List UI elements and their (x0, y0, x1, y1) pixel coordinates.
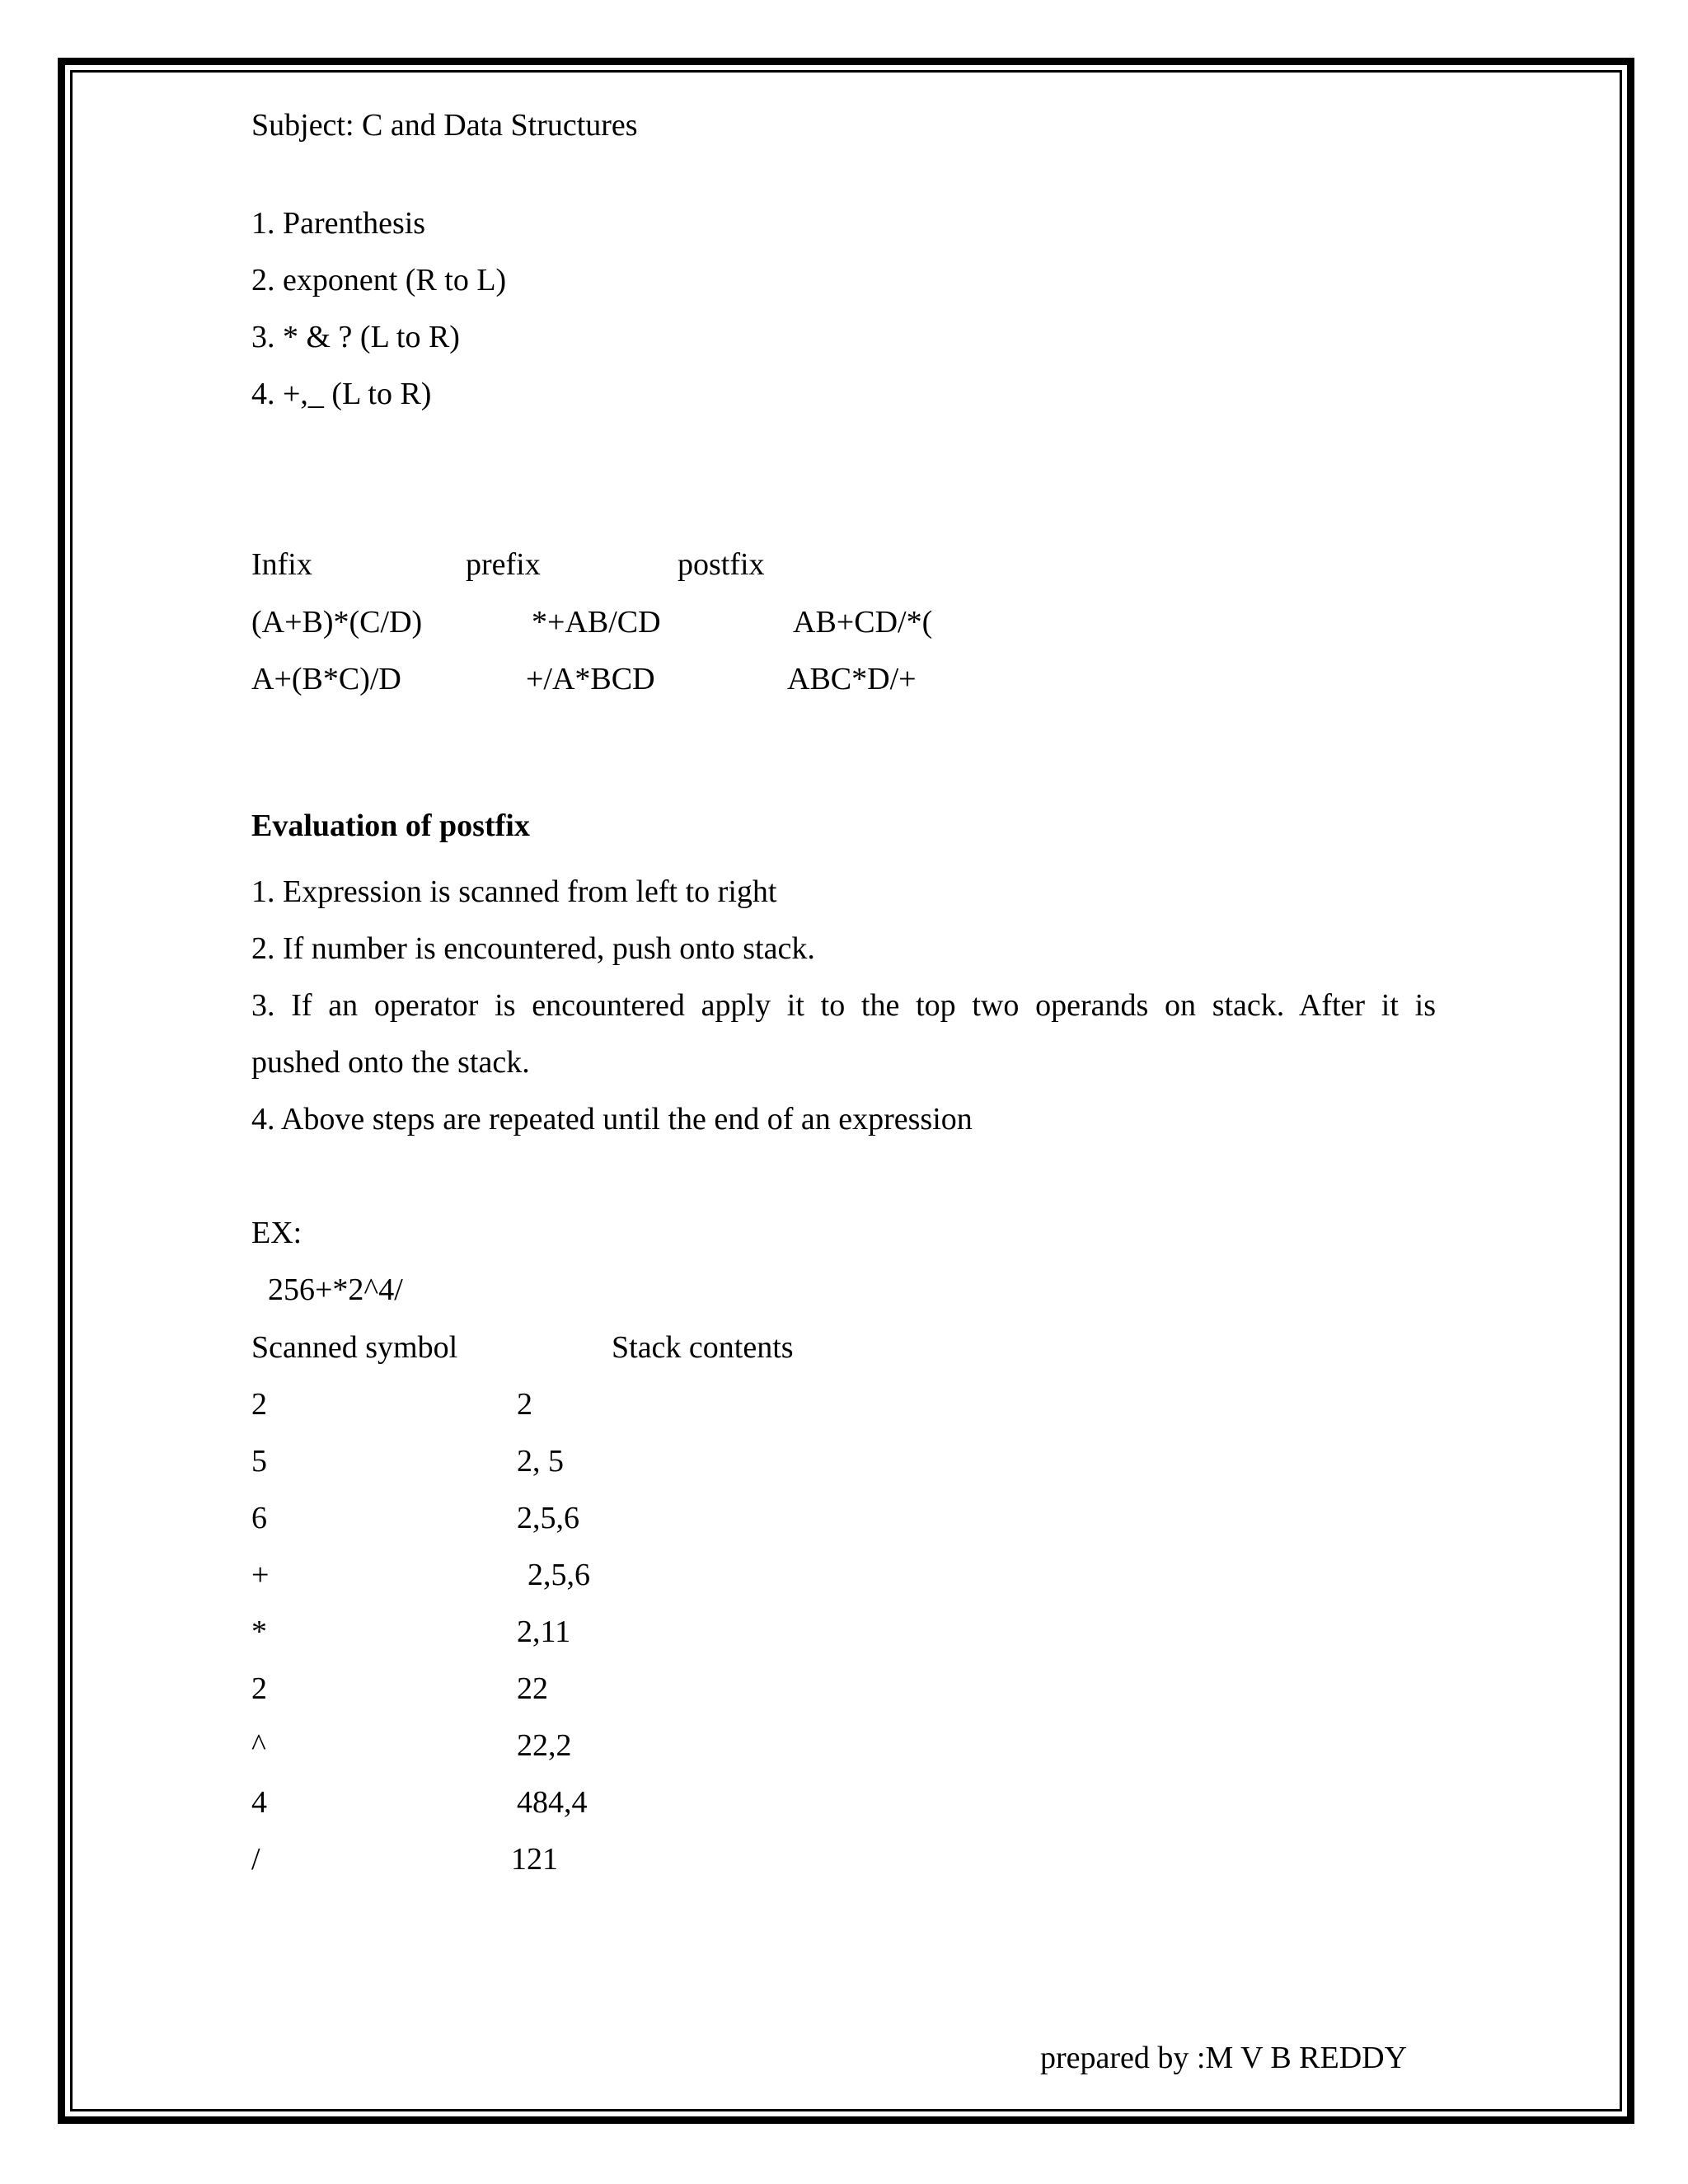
example-expression: 256+*2^4/ (268, 1272, 403, 1307)
precedence-item: 4. +,_ (L to R) (251, 377, 432, 411)
scanned-symbol: 6 (251, 1501, 267, 1535)
notation-cell: *+AB/CD (532, 605, 661, 640)
precedence-item: 1. Parenthesis (251, 206, 426, 241)
scanned-symbol: * (251, 1615, 267, 1649)
evaluation-heading: Evaluation of postfix (251, 808, 530, 843)
scanned-symbol: ^ (251, 1728, 266, 1763)
notation-cell: ABC*D/+ (787, 662, 917, 696)
evaluation-step: 3. If an operator is encountered apply it to the top two operands on stack. After it is (251, 988, 1436, 1023)
evaluation-step-continued: pushed onto the stack. (251, 1045, 530, 1080)
subject-line: Subject: C and Data Structures (251, 108, 638, 143)
notation-cell: (A+B)*(C/D) (251, 605, 423, 640)
evaluation-step: 4. Above steps are repeated until the end of an expression (251, 1102, 973, 1137)
notation-header: Infix (251, 547, 312, 582)
scanned-symbol: 4 (251, 1785, 267, 1820)
stack-contents: 22 (517, 1671, 548, 1706)
footer-author: prepared by :M V B REDDY (1040, 2041, 1408, 2075)
stack-contents: 2,11 (517, 1615, 571, 1649)
stack-contents: 121 (511, 1842, 558, 1877)
notation-cell: AB+CD/*( (793, 605, 933, 640)
stack-table-header: Stack contents (612, 1330, 794, 1365)
notation-header: prefix (466, 547, 541, 582)
stack-contents: 22,2 (517, 1728, 572, 1763)
scanned-symbol: + (251, 1558, 270, 1592)
notation-header: postfix (678, 547, 765, 582)
evaluation-step: 1. Expression is scanned from left to right (251, 874, 777, 909)
scanned-symbol: 2 (251, 1671, 267, 1706)
stack-table-header: Scanned symbol (251, 1330, 458, 1365)
scanned-symbol: 5 (251, 1444, 267, 1479)
notation-cell: +/A*BCD (526, 662, 655, 696)
notation-cell: A+(B*C)/D (251, 662, 401, 696)
precedence-item: 2. exponent (R to L) (251, 263, 507, 298)
stack-contents: 2,5,6 (517, 1501, 579, 1535)
precedence-item: 3. * & ? (L to R) (251, 320, 460, 354)
scanned-symbol: / (251, 1842, 260, 1877)
stack-contents: 484,4 (517, 1785, 588, 1820)
evaluation-step: 2. If number is encountered, push onto stack. (251, 931, 815, 966)
stack-contents: 2, 5 (517, 1444, 564, 1479)
example-label: EX: (251, 1216, 302, 1250)
scanned-symbol: 2 (251, 1387, 267, 1422)
stack-contents: 2,5,6 (528, 1558, 590, 1592)
stack-contents: 2 (517, 1387, 532, 1422)
